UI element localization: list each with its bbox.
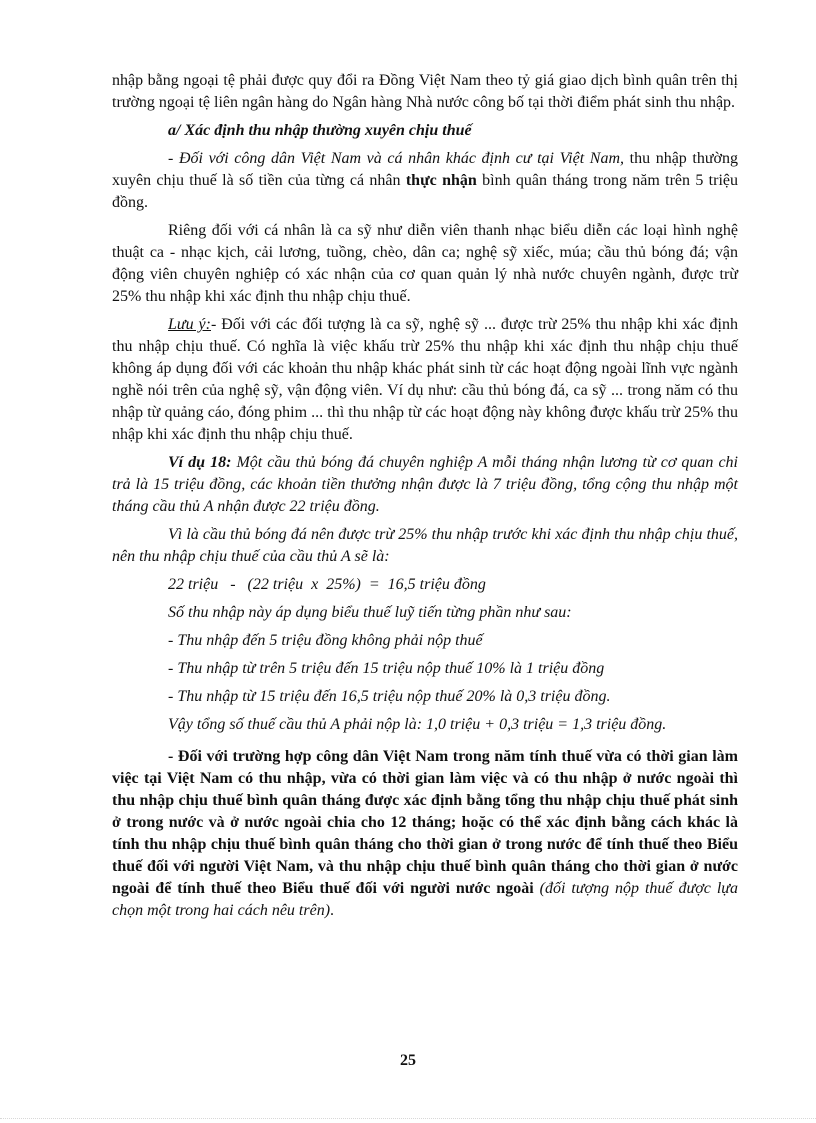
foreign-income-end: . [330,902,335,919]
page-number: 25 [400,1052,416,1069]
page-bottom-rule [0,1118,816,1119]
schedule-intro: Số thu nhập này áp dụng biểu thuế luỹ tiến từng phần như sau: [168,604,572,621]
note-label: Lưu ý: [168,316,211,333]
example-text: Một cầu thủ bóng đá chuyên nghiệp A mỗi tháng nhận lương từ cơ quan chi trả là 15 triệu đồng, các khoản tiền thưởng nhận được là 7 triệu đồng, tổng cộng thu nhập một tháng cầu thủ A nhận được 22 triệu đồng. [112,454,739,515]
paragraph-artists: Riêng đối với cá nhân là ca sỹ như diễn viên thanh nhạc biểu diễn các loại hình nghệ thuật ca - nhạc kịch, cải lương, tuồng, chèo, dân ca; nghệ sỹ xiếc, múa; cầu thủ bóng đá; vận động viên chuyên nghiệp có xác nhận của cơ quan quản lý nhà nước chuyên ngành, được trừ 25% thu nhập khi xác định thu nhập chịu thuế. [112,222,738,305]
foreign-income-italic: (đối tượng nộp thuế được lựa chọn một trong hai cách nêu trên) [112,880,738,919]
bracket-line-3: - Thu nhập từ 15 triệu đến 16,5 triệu nộp thuế 20% là 0,3 triệu đồng. [168,688,611,705]
bracket-line-2: - Thu nhập từ trên 5 triệu đến 15 triệu nộp thuế 10% là 1 triệu đồng [168,660,605,677]
document-page [112,70,738,928]
section-heading: a/ Xác định thu nhập thường xuyên chịu thuế [168,122,472,139]
residents-lead: - Đối với công dân Việt Nam và cá nhân khác định cư tại Việt Nam, [168,150,625,167]
residents-text-b: bình quân tháng trong năm trên 5 triệu đồng. [112,172,739,211]
example-label: Ví dụ 18: [168,454,232,471]
note-text: - Đối với các đối tượng là ca sỹ, nghệ sỹ ... được trừ 25% thu nhập khi xác định thu nhập chịu thuế. Có nghĩa là việc khấu trừ 25% thu nhập khi xác định thu nhập chịu thuế không áp dụng đối với các khoản thu nhập khác phát sinh từ các hoạt động ngoài lĩnh vực ngành nghề nói trên của nghệ sỹ, vận động viên. Ví dụ như: cầu thủ bóng đá, ca sỹ ... trong năm có thu nhập từ quảng cáo, đóng phim ... thì thu nhập từ các hoạt động này không được khấu trừ 25% thu nhập khi xác định thu nhập chịu thuế. [112,316,739,443]
paragraph-note [112,314,738,446]
calculation-line: 22 triệu - (22 triệu x 25%) = 16,5 triệu đồng [168,576,486,593]
foreign-income-text: - Đối với trường hợp công dân Việt Nam trong năm tính thuế vừa có thời gian làm việc tại Việt Nam có thu nhập, vừa có thời gian làm việc và có thu nhập ở nước ngoài thì thu nhập chịu thuế bình quân tháng được xác định bằng tổng thu nhập chịu thuế phát sinh ở trong nước và ở nước ngoài chia cho 12 tháng; hoặc có thể xác định bằng cách khác là tính thu nhập chịu thuế bình quân tháng cho thời gian ở trong nước để tính thuế theo Biểu thuế đối với người Việt Nam, và thu nhập chịu thuế bình quân tháng cho thời gian ở nước ngoài để tính thuế theo Biểu thuế đối với người nước ngoài [112,748,738,897]
paragraph-residents [112,148,738,214]
paragraph-foreign-income [112,746,738,922]
total-tax-line: Vậy tổng số thuế cầu thủ A phải nộp là: 1,0 triệu + 0,3 triệu = 1,3 triệu đồng. [168,716,667,733]
paragraph-exchange-rate: nhập bằng ngoại tệ phải được quy đổi ra Đồng Việt Nam theo tỷ giá giao dịch bình quân trên thị trường ngoại tệ liên ngân hàng do Ngân hàng Nhà nước công bố tại thời điểm phát sinh thu nhập. [112,72,738,111]
paragraph-example [112,452,738,518]
bracket-line-1: - Thu nhập đến 5 triệu đồng không phải nộp thuế [168,632,483,649]
paragraph-example-deduction: Vì là cầu thủ bóng đá nên được trừ 25% thu nhập trước khi xác định thu nhập chịu thuế, nên thu nhập chịu thuế của cầu thủ A sẽ là: [112,526,738,565]
residents-text-a: thu nhập thường xuyên chịu thuế là số tiền của từng cá nhân [112,150,739,189]
residents-bold: thực nhận [405,172,477,189]
